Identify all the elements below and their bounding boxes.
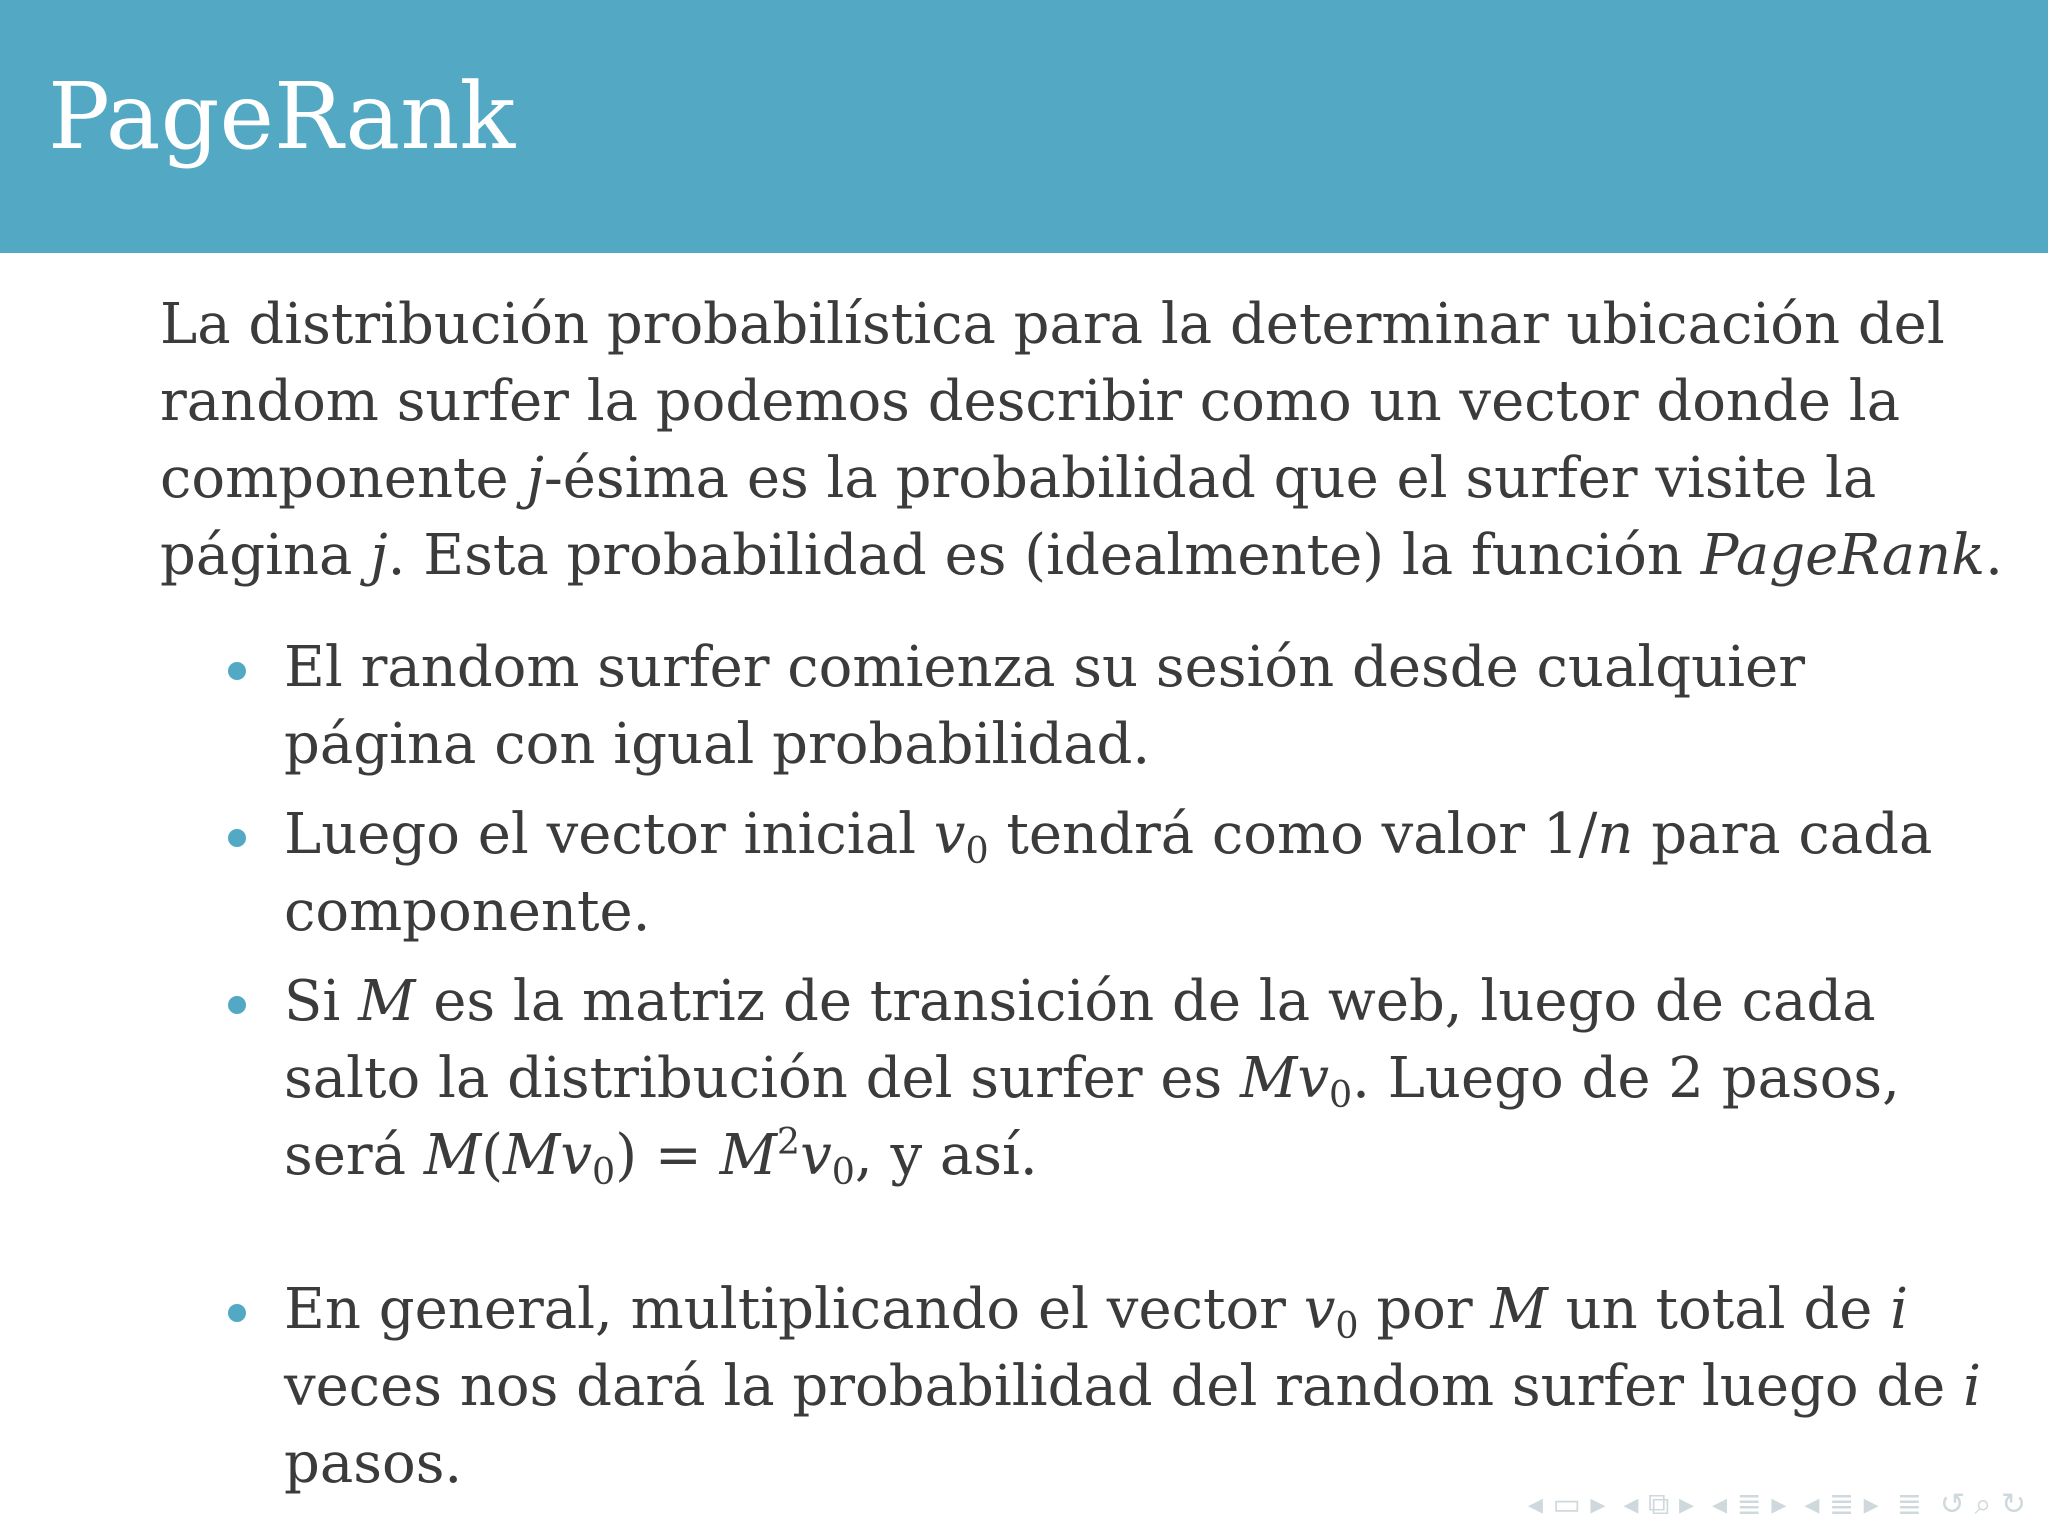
nav-subsection-icon[interactable]: ◂ ≣ ▸ xyxy=(1804,1487,1879,1522)
nav-slide-icon[interactable]: ≣ xyxy=(1896,1487,1922,1522)
math-v: v xyxy=(933,802,966,867)
intro-line-1: La distribución probabilística para la determinar ubicación del xyxy=(160,292,1945,357)
math-M: M xyxy=(358,969,416,1034)
text-run: , y así. xyxy=(854,1123,1038,1188)
math-subscript: 0 xyxy=(592,1150,616,1194)
text-run: Luego el vector inicial xyxy=(284,802,934,867)
slide-header xyxy=(0,0,2048,253)
intro-paragraph xyxy=(160,286,2003,594)
nav-first-icon[interactable]: ◂ ▭ ▸ xyxy=(1527,1487,1606,1522)
math-i: i xyxy=(1890,1277,1909,1342)
text-run: En general, multiplicando el vector xyxy=(284,1277,1304,1342)
math-M: M xyxy=(423,1123,482,1188)
math-n: n xyxy=(1597,802,1634,867)
math-j: j xyxy=(370,523,388,588)
bullet-list xyxy=(160,629,1982,1502)
intro-line-3 xyxy=(160,440,1920,517)
text-run: por xyxy=(1358,1277,1491,1342)
intro-line-4 xyxy=(160,517,2003,594)
bullet-dot-icon xyxy=(228,662,246,680)
list-item xyxy=(160,796,1933,950)
math-v: v xyxy=(1303,1277,1336,1342)
math-paren: ( xyxy=(481,1123,504,1188)
list-item xyxy=(160,1271,1982,1502)
math-Mv: Mv xyxy=(1240,1046,1329,1111)
math-subscript: 0 xyxy=(831,1150,855,1194)
text-run: -ésima es la probabilidad que el surfer visite la xyxy=(543,446,1877,511)
math-Mv: Mv xyxy=(503,1123,593,1188)
item-line xyxy=(284,1040,1920,1117)
item-line: página con igual probabilidad. xyxy=(284,712,1151,777)
item-line xyxy=(284,1348,1982,1425)
math-subscript: 0 xyxy=(1328,1073,1353,1117)
math-M: M xyxy=(719,1123,777,1188)
nav-section-icon[interactable]: ◂ ≣ ▸ xyxy=(1712,1487,1787,1522)
text-run: tendrá como valor 1/ xyxy=(988,802,1598,867)
text-run: . Luego de 2 pasos, xyxy=(1352,1046,1900,1111)
list-item xyxy=(160,629,1920,783)
text-run: salto la distribución del surfer es xyxy=(284,1046,1240,1111)
text-run: veces nos dará la probabilidad del random surfer luego de xyxy=(284,1354,1964,1419)
math-paren-equals: ) = xyxy=(615,1123,720,1188)
bullet-dot-icon xyxy=(228,996,246,1014)
math-superscript: 2 xyxy=(776,1119,801,1163)
item-line: componente. xyxy=(284,879,651,944)
bullet-dot-icon xyxy=(228,1304,246,1322)
math-subscript: 0 xyxy=(965,829,989,873)
text-run: un total de xyxy=(1547,1277,1891,1342)
text-run: componente xyxy=(160,446,527,511)
pagerank-emphasis: PageRank xyxy=(1700,523,1986,588)
math-j: j xyxy=(526,446,544,511)
item-line xyxy=(284,1117,1920,1194)
math-v: v xyxy=(800,1123,832,1188)
slide-body xyxy=(160,286,2003,1515)
beamer-navigation xyxy=(1528,1487,2026,1522)
text-run: Si xyxy=(284,969,359,1034)
text-run: será xyxy=(284,1123,424,1188)
nav-search-icon[interactable]: ↺ ⌕ ↻ xyxy=(1939,1487,2026,1522)
list-item xyxy=(160,963,1920,1194)
text-run: . xyxy=(1985,523,2003,588)
nav-frame-icon[interactable]: ◂ ⧉ ▸ xyxy=(1623,1487,1695,1522)
bullet-dot-icon xyxy=(228,829,246,847)
item-line: El random surfer comienza su sesión desde cualquier xyxy=(284,635,1805,700)
text-run: página xyxy=(160,523,371,588)
intro-line-2: random surfer la podemos describir como un vector donde la xyxy=(160,369,1901,434)
math-subscript: 0 xyxy=(1335,1304,1359,1348)
math-M: M xyxy=(1490,1277,1548,1342)
item-line: pasos. xyxy=(284,1431,463,1496)
item-line xyxy=(284,796,1933,873)
item-line xyxy=(284,1271,1920,1348)
slide-title: PageRank xyxy=(48,63,516,170)
text-run: para cada xyxy=(1633,802,1933,867)
item-line xyxy=(284,963,1920,1040)
text-run: . Esta probabilidad es (idealmente) la función xyxy=(387,523,1701,588)
math-i: i xyxy=(1963,1354,1982,1419)
text-run: es la matriz de transición de la web, luego de cada xyxy=(415,969,1876,1034)
